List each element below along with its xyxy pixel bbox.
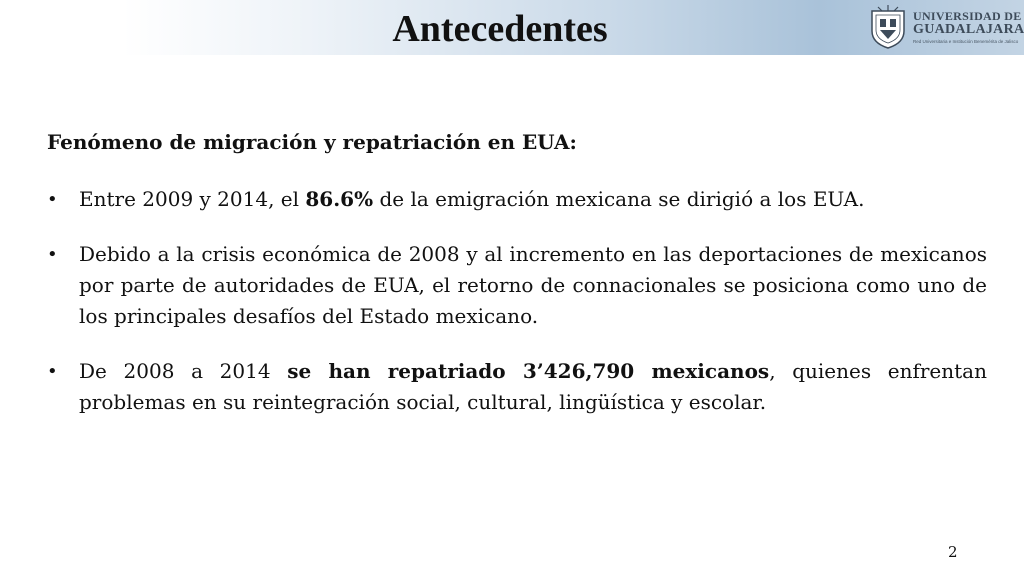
section-subtitle: Fenómeno de migración y repatriación en EUA: — [47, 130, 577, 154]
logo-text-line2: GUADALAJARA — [913, 21, 1024, 37]
slide-content — [47, 130, 987, 442]
bullet-text: Debido a la crisis económica de 2008 y al incremento en las deportaciones de mexicanos por parte de autoridades de EUA, el retorno de connacionales se posiciona como uno de los principales desafíos del Estado mexicano. — [79, 242, 987, 328]
bullet-text: , quienes enfrentan problemas en su reintegración social, cultural, lingüística y escolar. — [79, 359, 987, 414]
bullet-marker: • — [47, 244, 58, 265]
logo-text-line1: UNIVERSIDAD DE — [913, 8, 1022, 23]
bullet-item — [47, 184, 987, 215]
bullet-list — [47, 184, 987, 418]
university-logo — [868, 4, 1024, 50]
logo-text-line3: Red Universitaria e Institución Benemérita de Jalisco — [913, 38, 1019, 44]
bullet-marker: • — [47, 361, 58, 382]
bullet-item — [47, 356, 987, 418]
bullet-text: de la emigración mexicana se dirigió a los EUA. — [373, 187, 865, 211]
bullet-bold-text: 86.6% — [305, 187, 374, 211]
bullet-text: De 2008 a 2014 — [79, 359, 288, 383]
bullet-item — [47, 239, 987, 332]
university-seal-icon — [868, 5, 908, 49]
bullet-text: Entre 2009 y 2014, el — [79, 187, 306, 211]
bullet-bold-text: se han repatriado 3’426,790 mexicanos — [287, 359, 770, 383]
page-number: 2 — [948, 543, 958, 561]
slide-title: Antecedentes — [392, 8, 608, 50]
bullet-marker: • — [47, 189, 58, 210]
